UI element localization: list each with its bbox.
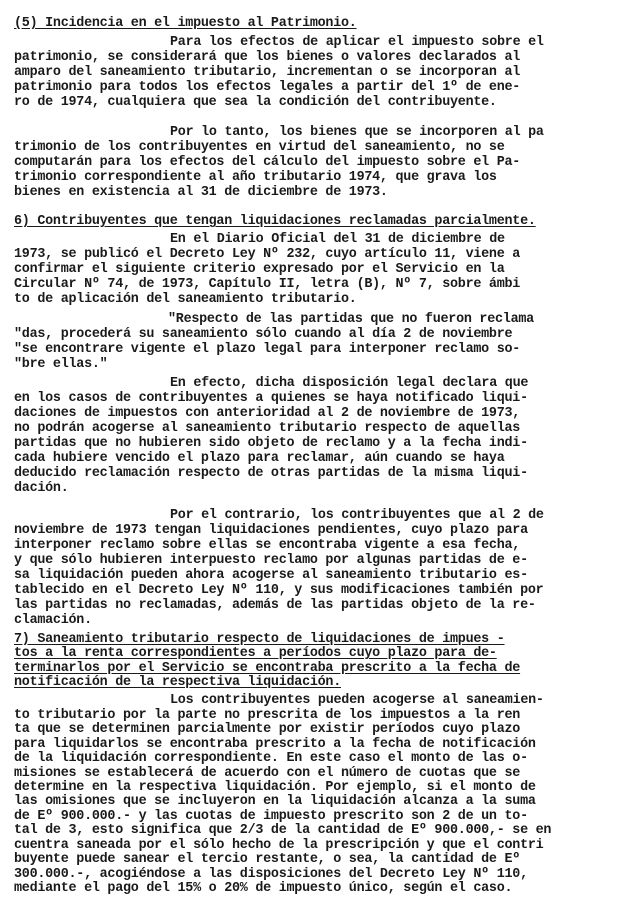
quote-line: "se encontrare vigente el plazo legal para interponer reclamo so- (14, 342, 521, 357)
text-line: de Eº 900.000.- y las cuotas de impuesto prescrito son 2 de un to- (14, 808, 528, 824)
text-line: misiones se establecerá de acuerdo con el número de cuotas que se (14, 765, 521, 781)
text-line: Circular Nº 74, de 1973, Capítulo II, letra (B), Nº 7, sobre ámbi (14, 277, 521, 292)
text-line: trimonio correspondiente al año tributario 1974, que grava los (14, 170, 497, 185)
text-line: Por el contrario, los contribuyentes que al 2 de (170, 508, 544, 523)
text-line: interponer reclamo sobre ellas se encontraba vigente a esa fecha, (14, 538, 521, 553)
text-line: noviembre de 1973 tengan liquidaciones pendientes, cuyo plazo para (14, 523, 528, 538)
text-line: en los casos de contribuyentes a quienes se haya notificado liqui- (14, 391, 528, 406)
text-line: ro de 1974, cualquiera que sea la condición del contribuyente. (14, 95, 497, 110)
section-7-heading-line: terminarlos por el Servicio se encontraba prescrito a la fecha de (14, 660, 521, 676)
text-line: cuentra saneada por el sólo hecho de la prescripción y que el contri (14, 837, 544, 853)
text-line: de la liquidación correspondiente. En este caso el monto de las o- (14, 751, 528, 767)
text-line: tablecido en el Decreto Ley Nº 110, y sus modificaciones también por (14, 583, 544, 598)
text-line: trimonio de los contribuyentes en virtud del saneamiento, no se (14, 140, 505, 155)
text-line: las partidas no reclamadas, además de las partidas objeto de la re- (14, 598, 536, 613)
text-line: clamación. (14, 612, 92, 628)
text-line: patrimonio para todos los efectos legales a partir del 1º de ene- (14, 80, 521, 95)
text-line: daciones de impuestos con anterioridad al 2 de noviembre de 1973, (14, 406, 521, 421)
text-line: bienes en existencia al 31 de diciembre de 1973. (14, 185, 388, 200)
text-line: y que sólo hubieren interpuesto reclamo por algunas partidas de e- (14, 553, 528, 568)
text-line: no podrán acogerse al saneamiento tributario respecto de aquellas (14, 421, 521, 436)
text-line: ta que se determinen parcialmente por existir períodos cuyo plazo (14, 722, 521, 738)
section-5-heading: (5) Incidencia en el impuesto al Patrimonio. (14, 16, 357, 31)
quote-line: "bre ellas." (14, 357, 108, 372)
text-line: patrimonio, se considerará que los bienes o valores declarados al (14, 50, 521, 65)
text-line: buyente puede sanear el tercio restante, o sea, la cantidad de Eº (14, 852, 521, 868)
quote-line: "Respecto de las partidas que no fueron reclama (168, 312, 534, 327)
text-line: 1973, se publicó el Decreto Ley Nº 232, cuyo artículo 11, viene a (14, 247, 521, 262)
text-line: las omisiones que se incluyeron en la liquidación alcanza a la suma (14, 794, 536, 810)
text-line: En el Diario Oficial del 31 de diciembre de (170, 232, 505, 247)
text-line: 300.000.-, acogiéndose a las disposiciones del Decreto Ley Nº 110, (14, 866, 528, 882)
text-line: computarán para los efectos del cálculo del impuesto sobre el Pa- (14, 155, 521, 170)
section-7-heading-line: notificación de la respectiva liquidación. (14, 675, 341, 691)
text-line: para liquidarlos se encontraba prescrito a la fecha de notificación (14, 736, 536, 752)
text-line: tal de 3, esto significa que 2/3 de la cantidad de Eº 900.000,- se en (14, 823, 552, 839)
quote-line: "das, procederá su saneamiento sólo cuando al día 2 de noviembre (14, 327, 513, 342)
text-line: cada hubiere vencido el plazo para reclamar, aún cuando se haya (14, 451, 505, 466)
text-line: En efecto, dicha disposición legal declara que (170, 376, 529, 391)
text-line: Los contribuyentes pueden acogerse al saneamien- (170, 693, 544, 709)
text-line: mediante el pago del 15% o 20% de impuesto único, según el caso. (14, 881, 513, 896)
text-line: to de aplicación del saneamiento tributario. (14, 292, 357, 307)
text-line: sa liquidación pueden ahora acogerse al saneamiento tributario es- (14, 568, 528, 583)
text-line: amparo del saneamiento tributario, incrementan o se incorporan al (14, 65, 521, 80)
text-line: Por lo tanto, los bienes que se incorporen al pa (170, 125, 544, 140)
text-line: to tributario por la parte no prescrita de los impuestos a la ren (14, 707, 521, 723)
section-7-heading-line: tos a la renta correspondientes a períodos cuyo plazo para de- (14, 646, 497, 662)
text-line: confirmar el siguiente criterio expresado por el Servicio en la (14, 262, 505, 277)
text-line: dación. (14, 481, 69, 496)
text-line: determine en la respectiva liquidación. Por ejemplo, si el monto de (14, 779, 536, 795)
text-line: Para los efectos de aplicar el impuesto sobre el (170, 35, 544, 50)
text-line: partidas que no hubieren sido objeto de reclamo y a la fecha indi- (14, 436, 528, 451)
text-line: deducido reclamación respecto de otras partidas de la misma liqui- (14, 466, 528, 481)
section-7-heading-line: 7) Saneamiento tributario respecto de liquidaciones de impues - (14, 631, 505, 647)
section-6-heading: 6) Contribuyentes que tengan liquidaciones reclamadas parcialmente. (14, 214, 536, 229)
